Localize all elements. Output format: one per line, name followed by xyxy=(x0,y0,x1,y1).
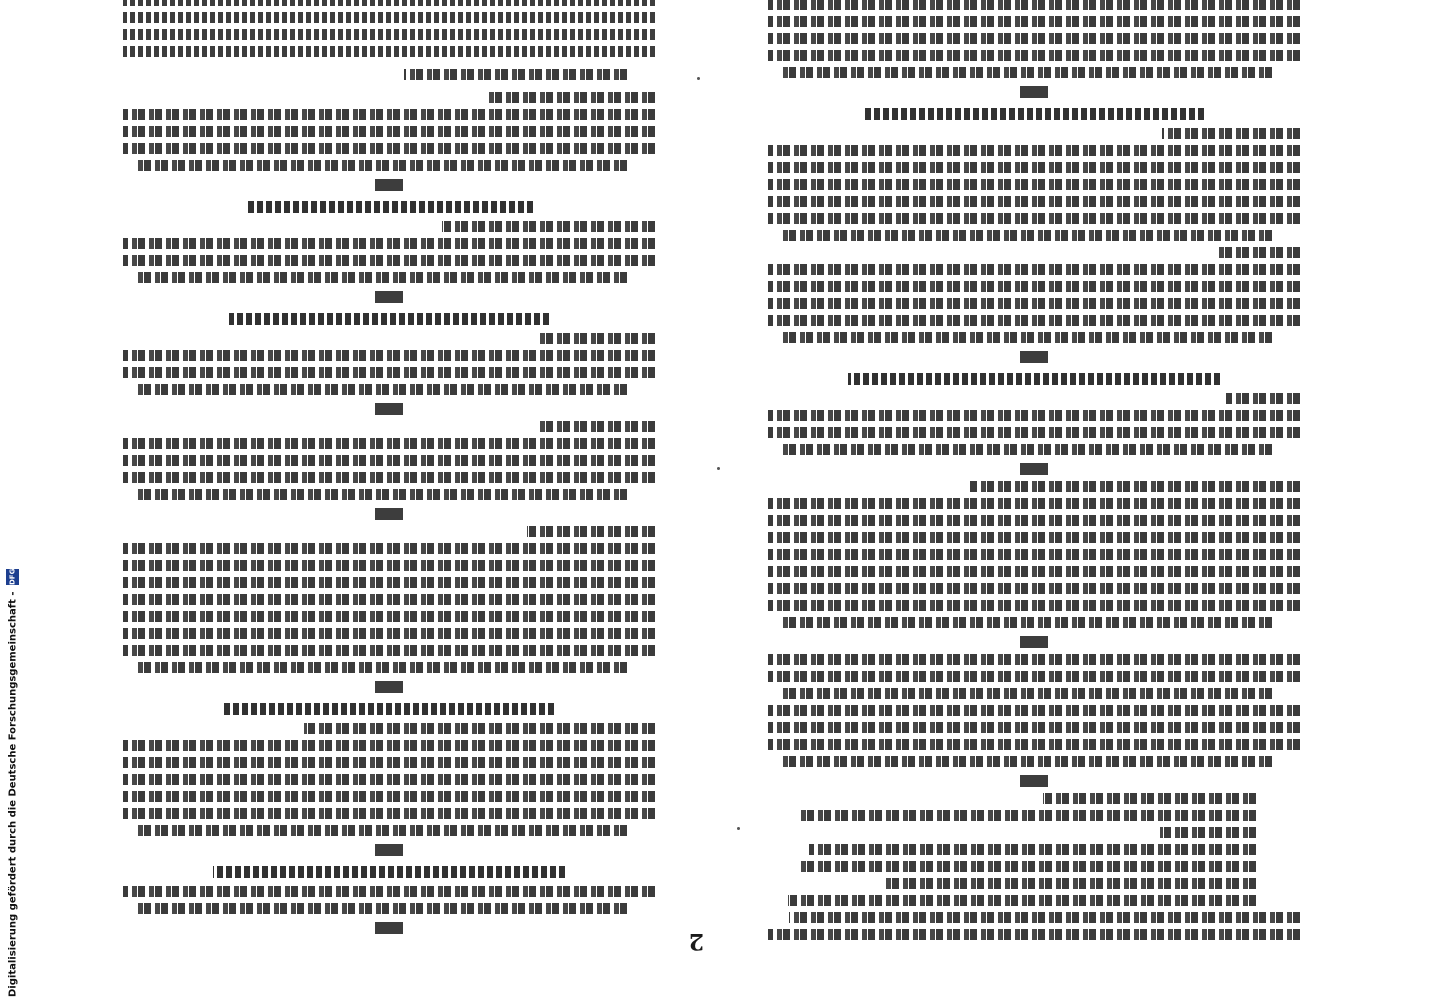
text-line xyxy=(123,757,655,768)
text-line xyxy=(138,903,627,914)
section-mark xyxy=(375,681,403,693)
text-line xyxy=(768,179,1300,190)
text-line xyxy=(783,688,1272,699)
text-line xyxy=(768,600,1300,611)
text-line xyxy=(768,410,1300,421)
text-line xyxy=(768,532,1300,543)
text-line xyxy=(123,126,655,137)
text-line xyxy=(1160,827,1256,838)
text-line xyxy=(138,384,627,395)
signature-line xyxy=(123,46,655,57)
text-line xyxy=(1226,393,1300,404)
date-line xyxy=(404,69,627,80)
text-line xyxy=(768,566,1300,577)
text-line xyxy=(123,740,655,751)
text-line xyxy=(788,895,1256,906)
text-line xyxy=(123,774,655,785)
text-line xyxy=(123,255,655,266)
text-line xyxy=(783,617,1272,628)
text-line xyxy=(138,160,627,171)
text-line xyxy=(783,444,1272,455)
text-line xyxy=(970,481,1300,492)
signature-line xyxy=(123,12,655,23)
text-line xyxy=(768,264,1300,275)
scan-speck xyxy=(737,827,740,830)
rotated-document-sheet xyxy=(100,40,1300,954)
text-line xyxy=(768,929,1300,940)
section-heading xyxy=(229,313,548,325)
text-line xyxy=(138,489,627,500)
section-mark xyxy=(375,291,403,303)
text-line xyxy=(768,515,1300,526)
text-line xyxy=(768,33,1300,44)
text-line xyxy=(123,367,655,378)
text-line xyxy=(442,221,655,232)
dfg-logo-icon: DFG xyxy=(7,569,20,585)
text-line xyxy=(783,67,1272,78)
section-heading xyxy=(864,108,1204,120)
text-line xyxy=(768,583,1300,594)
section-mark xyxy=(375,403,403,415)
text-line xyxy=(768,722,1300,733)
text-line xyxy=(123,611,655,622)
text-line xyxy=(1162,128,1300,139)
section-mark xyxy=(375,922,403,934)
text-line xyxy=(768,281,1300,292)
text-line xyxy=(783,756,1272,767)
text-line xyxy=(768,196,1300,207)
text-line xyxy=(798,861,1256,872)
text-line xyxy=(768,671,1300,682)
section-heading xyxy=(224,703,554,715)
signature-line xyxy=(123,29,655,40)
section-heading xyxy=(213,866,564,878)
text-line xyxy=(123,543,655,554)
text-line xyxy=(123,560,655,571)
text-line xyxy=(123,594,655,605)
text-line xyxy=(768,549,1300,560)
text-line xyxy=(768,145,1300,156)
section-mark xyxy=(1020,463,1048,475)
section-mark xyxy=(375,844,403,856)
section-mark xyxy=(1020,351,1048,363)
section-heading xyxy=(245,201,532,213)
text-line xyxy=(138,825,627,836)
text-line xyxy=(768,315,1300,326)
text-line xyxy=(123,472,655,483)
text-line xyxy=(768,427,1300,438)
section-mark xyxy=(1020,86,1048,98)
text-line xyxy=(527,526,655,537)
text-line xyxy=(768,705,1300,716)
text-line xyxy=(123,645,655,656)
text-line xyxy=(768,739,1300,750)
scan-speck xyxy=(697,77,700,80)
text-line xyxy=(123,886,655,897)
text-line xyxy=(768,0,1300,10)
text-line xyxy=(789,912,1300,923)
text-line xyxy=(768,498,1300,509)
text-line xyxy=(538,333,655,344)
page-number: 2 xyxy=(688,928,704,954)
text-line xyxy=(138,662,627,673)
section-heading xyxy=(848,373,1220,385)
document-column-1 xyxy=(768,0,1300,940)
text-line xyxy=(123,808,655,819)
section-mark xyxy=(1020,636,1048,648)
digitization-credit-text: Digitalisierung gefördert durch die Deutsche Forschungsgemeinschaft - xyxy=(7,591,19,997)
digitization-credit xyxy=(6,569,20,997)
text-line xyxy=(884,878,1256,889)
text-line xyxy=(768,298,1300,309)
text-line xyxy=(768,213,1300,224)
text-line xyxy=(768,50,1300,61)
document-column-2 xyxy=(123,0,655,940)
text-line xyxy=(768,654,1300,665)
text-line xyxy=(123,109,655,120)
text-line xyxy=(123,350,655,361)
text-line xyxy=(123,238,655,249)
text-line xyxy=(1215,247,1300,258)
text-line xyxy=(783,332,1272,343)
text-line xyxy=(1043,793,1256,804)
text-line xyxy=(783,230,1272,241)
section-mark xyxy=(1020,775,1048,787)
text-line xyxy=(123,577,655,588)
text-line xyxy=(123,791,655,802)
text-line xyxy=(538,421,655,432)
text-line xyxy=(123,628,655,639)
text-line xyxy=(485,92,655,103)
text-line xyxy=(123,438,655,449)
text-line xyxy=(768,16,1300,27)
signature-line xyxy=(123,0,655,6)
text-line xyxy=(798,810,1256,821)
text-line xyxy=(123,455,655,466)
text-line xyxy=(123,143,655,154)
text-line xyxy=(768,162,1300,173)
section-mark xyxy=(375,508,403,520)
text-line xyxy=(809,844,1256,855)
text-line xyxy=(138,272,627,283)
text-line xyxy=(304,723,655,734)
section-mark xyxy=(375,179,403,191)
scan-speck xyxy=(717,467,720,470)
